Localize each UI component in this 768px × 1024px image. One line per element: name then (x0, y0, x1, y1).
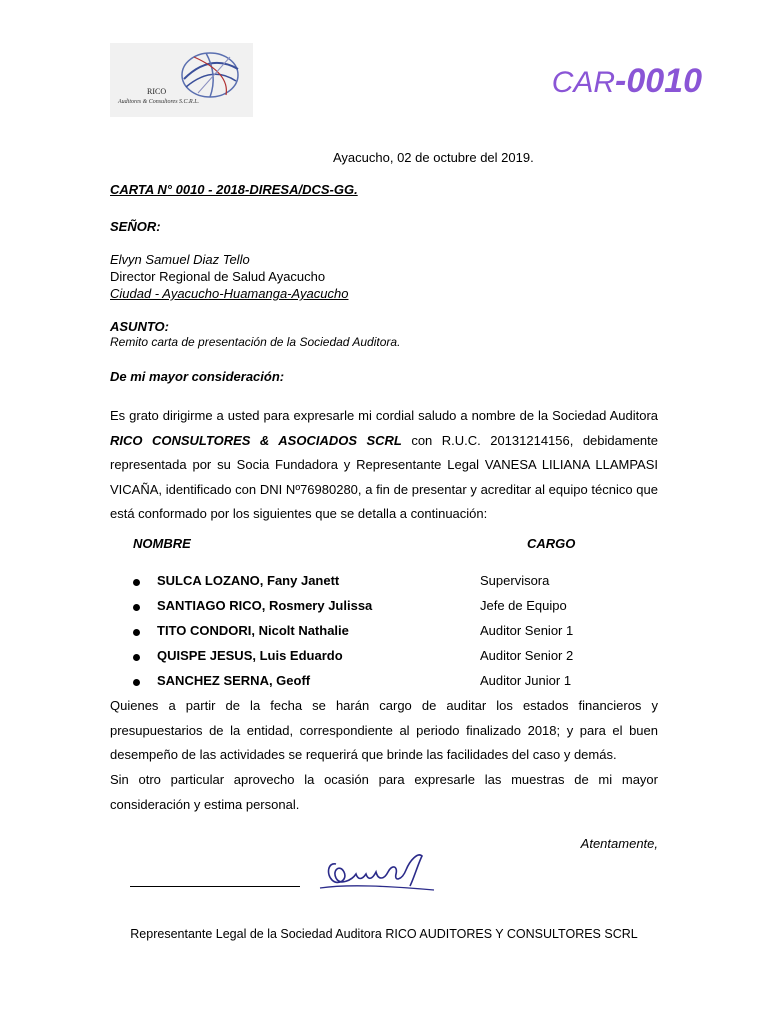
member-name: SANCHEZ SERNA, Geoff (157, 673, 311, 688)
member-name: TITO CONDORI, Nicolt Nathalie (157, 623, 349, 638)
team-member-row (133, 598, 567, 618)
sign-off: Atentamente, (580, 836, 658, 851)
salutation-title: SEÑOR: (110, 219, 161, 234)
greeting: De mi mayor consideración: (110, 369, 285, 384)
document-code-prefix: CAR (551, 66, 616, 99)
team-member-row (133, 648, 574, 668)
company-name: RICO CONSULTORES & ASOCIADOS SCRL (110, 432, 402, 448)
recipient-name: Elvyn Samuel Diaz Tello (110, 252, 250, 267)
member-name: SANTIAGO RICO, Rosmery Julissa (157, 598, 373, 613)
closing-line: Sin otro particular aprovecho la ocasión para expresarle las muestras de mi mayor consideración y estima personal. (110, 772, 658, 812)
subject-text: Remito carta de presentación de la Sociedad Auditora. (110, 335, 401, 349)
column-header-name: NOMBRE (133, 536, 191, 551)
body-paragraph (110, 404, 658, 527)
bullet-icon (133, 604, 140, 611)
closing-paragraph: Quienes a partir de la fecha se harán cargo de auditar los estados financieros y presupuestarios de la entidad, correspondiente al periodo finalizado 2018; y para el buen desempeño de las actividades se requerirá que brinde las facilidades del caso y demás. (110, 698, 658, 762)
bullet-icon (133, 579, 140, 586)
body-text-part1: Es grato dirigirme a usted para expresarle mi cordial saludo a nombre de la Sociedad Auditora (110, 408, 658, 423)
member-role: Auditor Senior 2 (480, 648, 574, 663)
recipient-city: Ciudad - Ayacucho-Huamanga-Ayacucho (110, 286, 349, 301)
date-line: Ayacucho, 02 de octubre del 2019. (333, 150, 534, 165)
member-role: Auditor Junior 1 (480, 673, 572, 688)
signature-caption: Representante Legal de la Sociedad Auditora RICO AUDITORES Y CONSULTORES SCRL (130, 927, 638, 941)
company-logo (110, 43, 253, 117)
bullet-icon (133, 654, 140, 661)
member-role: Supervisora (480, 573, 550, 588)
team-member-row (133, 573, 553, 593)
team-member-row (133, 673, 572, 693)
logo-name: RICO (147, 87, 167, 96)
member-role: Jefe de Equipo (480, 598, 567, 613)
bullet-icon (133, 679, 140, 686)
document-code-number: -0010 (615, 62, 702, 100)
recipient-position: Director Regional de Salud Ayacucho (110, 269, 326, 284)
member-name: SULCA LOZANO, Fany Janett (157, 573, 340, 588)
signature-line (130, 886, 300, 887)
bullet-icon (133, 629, 140, 636)
column-header-role: CARGO (527, 536, 576, 551)
subject-label: ASUNTO: (110, 319, 169, 334)
member-name: QUISPE JESUS, Luis Eduardo (157, 648, 343, 663)
globe-logo-icon (110, 43, 253, 117)
logo-subtitle: Auditores & Consultores S.C.R.L. (118, 99, 200, 105)
document-code (552, 62, 702, 101)
signature-icon (318, 850, 436, 896)
member-role: Auditor Senior 1 (480, 623, 574, 638)
letter-reference: CARTA N° 0010 - 2018-DIRESA/DCS-GG. (110, 182, 358, 197)
body-text-part2: con R.U.C. 20131214156, debidamente representada por su Socia Fundadora y Representante Legal VANESA LILIANA LLAMPASI VICAÑA, identificado con DNI Nº76980280, a fin de presentar y acreditar al equipo técnico que está conformado por los siguientes que se detalla a continuación: (110, 432, 658, 521)
team-member-row (133, 623, 574, 643)
